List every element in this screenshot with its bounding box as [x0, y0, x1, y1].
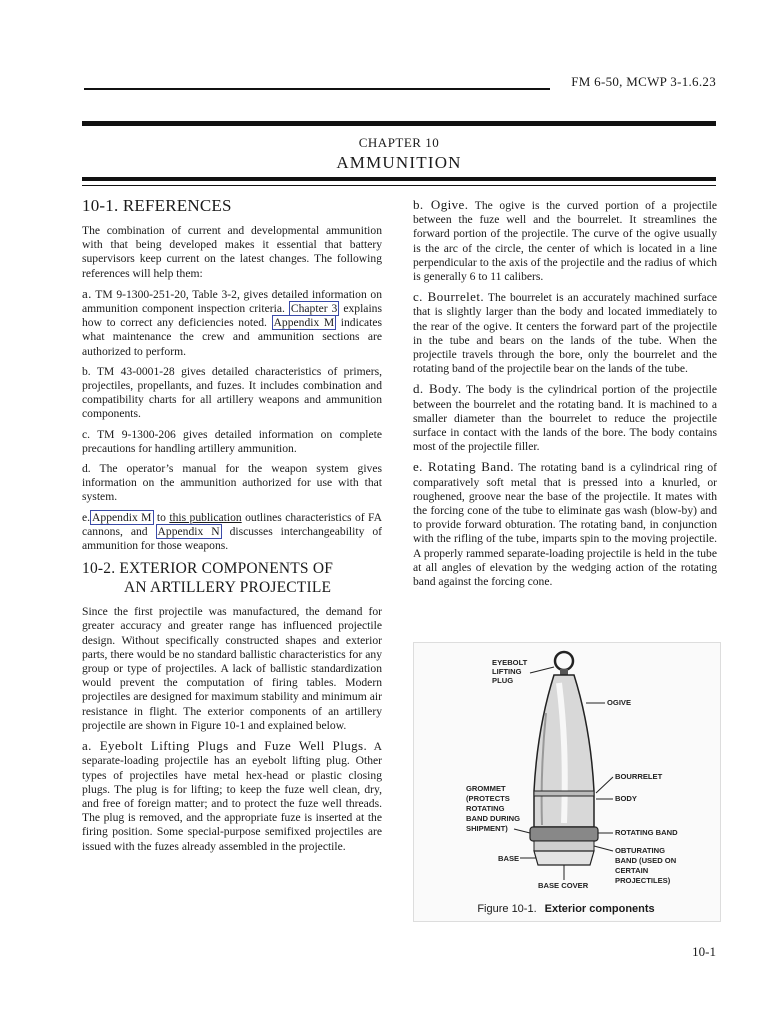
reference-a-text: TM 9-1300-251-20, Table 3-2, gives detailed information on ammunition component inspection criteria. — [82, 287, 382, 316]
chapter-bottom-rule — [82, 177, 716, 181]
label-grommet-1: GROMMET — [466, 784, 506, 793]
left-column — [82, 196, 382, 860]
component-d-lead: d. Body. — [413, 381, 462, 397]
leader-eyebolt — [530, 667, 554, 673]
reference-b: b. TM 43-0001-28 gives detailed characteristics of primers, projectiles, propellants, and fuzes. It includes combination and compatibility charts for all artillery weapons and ammunition components. — [82, 364, 382, 421]
section-heading-exterior — [82, 559, 382, 597]
reference-c: c. TM 9-1300-206 gives detailed information on complete precautions for handling artillery ammunition. — [82, 427, 382, 455]
page-number: 10-1 — [692, 944, 716, 959]
label-grommet-2: (PROTECTS — [466, 794, 510, 803]
label-eyebolt-2: LIFTING — [492, 667, 522, 676]
grommet — [530, 827, 598, 841]
exterior-intro: Since the first projectile was manufactured, the demand for greater accuracy and greater range has influenced projectile design. Without specifically constructed shapes and exterior parts, there would be no standard ballistic characteristics for any group or type of projectiles. A lack of ballistic standardization would prevent the computation of firing tables. Modern projectiles are designed for maximum stability and minimum air resistance in flight. The exterior components of an artillery projectile are shown in Figure 10-1 and explained below. — [82, 605, 382, 732]
rotating-band — [534, 841, 594, 851]
figure-exterior-components — [413, 642, 721, 922]
section-heading-exterior-line1: 10-2. EXTERIOR COMPONENTS OF — [82, 560, 334, 578]
chapter-label: CHAPTER 10 — [358, 135, 440, 150]
reference-a-lead: a. — [82, 285, 92, 301]
figure-caption — [413, 903, 719, 915]
component-a-text: A separate-loading projectile has an eyebolt lifting plug. Other types of projectiles have metal hex-head or plastic closing plugs. The plug is for lifting; to keep the fuze well clean, dry, and free of foreign matter; and to protect the fuze well threads. The plug is removed, and the appropriate fuze is inserted at the firing position. Some special-purpose semifixed projectiles are issued with the fuzes already assembled in the projectile. — [82, 740, 383, 853]
chapter-top-rule — [82, 121, 716, 126]
reference-e-text-2: outlines characteristics of FA cannons, and — [82, 510, 382, 538]
label-base: BASE — [498, 854, 520, 863]
figure-caption-number: Figure 10-1. — [477, 903, 537, 915]
projectile-diagram — [414, 643, 720, 921]
link-chapter-3[interactable]: Chapter 3 — [290, 302, 338, 316]
component-e — [413, 460, 717, 589]
component-c — [413, 290, 717, 376]
label-obturating-3: CERTAIN — [615, 866, 649, 875]
eyebolt-ring — [555, 652, 573, 670]
component-d-text: The body is the cylindrical portion of the projectile between the bourrelet and the rotating band. It is machined to a smaller diameter than the bourrelet to reduce the projectile surface in contact with the lands of the bore. The body contains most of the projectile filler. — [413, 383, 718, 454]
link-appendix-m-2[interactable]: Appendix M — [92, 510, 152, 524]
leader-grommet — [514, 829, 530, 833]
link-appendix-m[interactable]: Appendix M — [273, 316, 335, 330]
component-c-lead: c. Bourrelet. — [413, 289, 484, 305]
references-intro: The combination of current and developmental ammunition with that being developed makes it essential that battery supervisors keep current on the latest changes. The following references will help them: — [82, 224, 382, 280]
label-obturating-2: BAND (USED ON — [615, 856, 677, 865]
component-b-lead: b. Ogive. — [413, 197, 469, 212]
label-grommet-5: SHIPMENT) — [466, 824, 508, 833]
reference-a — [82, 287, 382, 359]
right-column — [413, 198, 717, 595]
label-grommet-4: BAND DURING — [466, 814, 520, 823]
leader-obturating — [594, 846, 613, 851]
label-ogive: OGIVE — [607, 698, 632, 707]
reference-d: d. The operator’s manual for the weapon system gives information on the ammunition authorized for use with that system. — [82, 462, 382, 504]
label-base-cover: BASE COVER — [538, 881, 589, 890]
section-heading-references: 10-1. REFERENCES — [82, 196, 232, 215]
section-heading-exterior-line2: AN ARTILLERY PROJECTILE — [124, 579, 332, 597]
base-cover — [534, 851, 594, 865]
reference-e-lead: e. — [82, 510, 91, 524]
label-bourrelet: BOURRELET — [615, 772, 663, 781]
label-obturating-1: OBTURATING — [615, 846, 666, 855]
link-appendix-n[interactable]: Appendix N — [157, 524, 220, 538]
chapter-thin-rule — [82, 185, 716, 186]
document-id: FM 6-50, MCWP 3-1.6.23 — [571, 74, 716, 89]
bourrelet-band — [534, 791, 594, 796]
label-eyebolt-3: PLUG — [492, 676, 514, 685]
component-e-lead: e. Rotating Band. — [413, 459, 514, 475]
reference-e-text: to — [153, 510, 170, 524]
component-b-text: The ogive is the curved portion of a projectile between the fuze well and the bourrelet. It streamlines the forward portion of the projectile. The curve of the ogive usually is the arc of the circle, the center of which is located in a line perpendicular to the axis of the projectile and the radius of which is generally 6 to 11 calibers. — [413, 199, 717, 284]
component-e-text: The rotating band is a cylindrical ring of comparatively soft metal that is pressed into a knurled, or roughened, groove near the base of the projectile. It mates with the forcing cone of the tube to eliminate gas wash (blow-by) and to provide forward obturation. The rotating band, in conjunction with the rifling of the tube, imparts spin to the moving projectile. A properly rammed separate-loading projectile is held in the tube at all angles of elevation by the wedging action of the rotating band against the forcing cone. — [413, 461, 717, 589]
component-d — [413, 382, 717, 454]
leader-bourrelet — [596, 777, 613, 793]
reference-a-text-2: explains how to correct any deficiencies noted. — [82, 302, 382, 330]
reference-e — [82, 511, 382, 554]
chapter-title: AMMUNITION — [336, 153, 462, 172]
label-grommet-3: ROTATING — [466, 804, 505, 813]
component-a — [82, 739, 382, 854]
label-obturating-4: PROJECTILES) — [615, 876, 671, 885]
header-rule — [84, 88, 550, 90]
eyebolt-stem — [560, 669, 568, 675]
figure-caption-title: Exterior components — [544, 903, 655, 915]
component-b — [413, 198, 717, 284]
label-rotating-band: ROTATING BAND — [615, 828, 678, 837]
reference-e-text-3: discusses interchangeability of ammunition for those weapons. — [82, 524, 382, 553]
link-this-publication[interactable]: this publication — [169, 510, 242, 524]
label-eyebolt-1: EYEBOLT — [492, 658, 528, 667]
reference-a-text-3: indicates what maintenance the crew and ammunition sections are authorized to perform. — [82, 316, 382, 358]
label-body: BODY — [615, 794, 637, 803]
component-a-lead: a. Eyebolt Lifting Plugs and Fuze Well Plugs. — [82, 738, 368, 754]
component-c-text: The bourrelet is an accurately machined surface that is slightly larger than the body and located immediately to the rear of the ogive. It centers the forward part of the projectile in the tube and bears on the lands of the tube. When the projectile travels through the bore, only the bourrelet and the rotating band of the projectile bear on the lands of the tube. — [413, 291, 717, 376]
